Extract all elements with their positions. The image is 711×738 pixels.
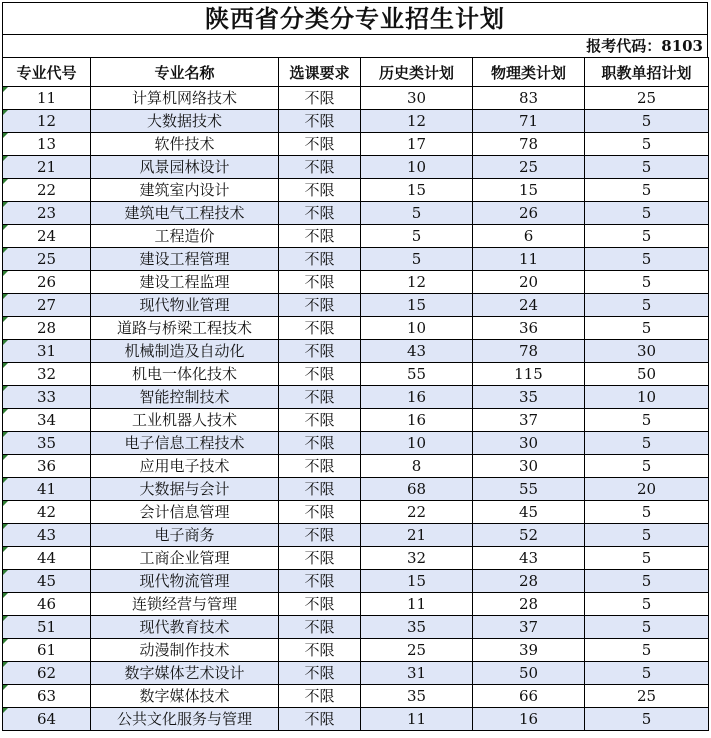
cell-physics-plan: 45: [473, 501, 585, 524]
table-row: [3, 317, 709, 340]
cell-vocational-plan: 5: [585, 317, 709, 340]
cell-name: 连锁经营与管理: [91, 593, 279, 616]
cell-history-plan: 11: [361, 708, 473, 731]
cell-name: 工业机器人技术: [91, 409, 279, 432]
cell-vocational-plan: 20: [585, 478, 709, 501]
cell-code: 44: [3, 547, 91, 570]
cell-vocational-plan: 50: [585, 363, 709, 386]
cell-code: 63: [3, 685, 91, 708]
cell-name: 建筑室内设计: [91, 179, 279, 202]
table-row: [3, 478, 709, 501]
cell-code: 61: [3, 639, 91, 662]
cell-name: 现代物业管理: [91, 294, 279, 317]
cell-name: 风景园林设计: [91, 156, 279, 179]
table-row: [3, 593, 709, 616]
cell-requirement: 不限: [279, 708, 361, 731]
cell-physics-plan: 24: [473, 294, 585, 317]
cell-requirement: 不限: [279, 455, 361, 478]
table-row: [3, 662, 709, 685]
table-row: [3, 202, 709, 225]
cell-physics-plan: 28: [473, 593, 585, 616]
cell-code: 27: [3, 294, 91, 317]
cell-physics-plan: 78: [473, 133, 585, 156]
cell-physics-plan: 55: [473, 478, 585, 501]
cell-code: 62: [3, 662, 91, 685]
cell-vocational-plan: 5: [585, 202, 709, 225]
cell-physics-plan: 83: [473, 87, 585, 110]
cell-history-plan: 11: [361, 593, 473, 616]
cell-name: 数字媒体艺术设计: [91, 662, 279, 685]
cell-physics-plan: 28: [473, 570, 585, 593]
cell-vocational-plan: 5: [585, 547, 709, 570]
cell-name: 工商企业管理: [91, 547, 279, 570]
cell-code: 33: [3, 386, 91, 409]
cell-requirement: 不限: [279, 432, 361, 455]
cell-name: 道路与桥梁工程技术: [91, 317, 279, 340]
cell-name: 电子商务: [91, 524, 279, 547]
cell-name: 智能控制技术: [91, 386, 279, 409]
cell-history-plan: 15: [361, 179, 473, 202]
cell-vocational-plan: 10: [585, 386, 709, 409]
cell-vocational-plan: 5: [585, 271, 709, 294]
cell-vocational-plan: 5: [585, 662, 709, 685]
table-row: [3, 547, 709, 570]
cell-code: 12: [3, 110, 91, 133]
plan-table: [2, 57, 709, 731]
table-row: [3, 179, 709, 202]
header-name: 专业名称: [91, 58, 279, 87]
cell-physics-plan: 43: [473, 547, 585, 570]
cell-name: 工程造价: [91, 225, 279, 248]
cell-code: 11: [3, 87, 91, 110]
cell-name: 电子信息工程技术: [91, 432, 279, 455]
table-row: [3, 156, 709, 179]
cell-history-plan: 8: [361, 455, 473, 478]
cell-vocational-plan: 5: [585, 409, 709, 432]
table-row: [3, 248, 709, 271]
cell-name: 动漫制作技术: [91, 639, 279, 662]
cell-requirement: 不限: [279, 317, 361, 340]
cell-code: 51: [3, 616, 91, 639]
cell-requirement: 不限: [279, 363, 361, 386]
table-row: [3, 455, 709, 478]
cell-physics-plan: 50: [473, 662, 585, 685]
cell-code: 31: [3, 340, 91, 363]
cell-requirement: 不限: [279, 110, 361, 133]
cell-requirement: 不限: [279, 570, 361, 593]
table-row: [3, 110, 709, 133]
cell-code: 36: [3, 455, 91, 478]
cell-requirement: 不限: [279, 87, 361, 110]
header-code: 专业代号: [3, 58, 91, 87]
cell-name: 应用电子技术: [91, 455, 279, 478]
cell-vocational-plan: 5: [585, 248, 709, 271]
cell-code: 42: [3, 501, 91, 524]
cell-history-plan: 15: [361, 570, 473, 593]
cell-vocational-plan: 5: [585, 708, 709, 731]
cell-code: 26: [3, 271, 91, 294]
cell-code: 22: [3, 179, 91, 202]
cell-history-plan: 16: [361, 409, 473, 432]
cell-code: 43: [3, 524, 91, 547]
cell-physics-plan: 37: [473, 409, 585, 432]
table-row: [3, 386, 709, 409]
cell-requirement: 不限: [279, 501, 361, 524]
enrollment-plan-sheet: [2, 2, 708, 731]
cell-name: 机械制造及自动化: [91, 340, 279, 363]
page-title: 陕西省分类分专业招生计划: [2, 2, 708, 34]
cell-history-plan: 25: [361, 639, 473, 662]
cell-requirement: 不限: [279, 547, 361, 570]
cell-history-plan: 17: [361, 133, 473, 156]
cell-history-plan: 35: [361, 685, 473, 708]
table-row: [3, 501, 709, 524]
cell-requirement: 不限: [279, 662, 361, 685]
cell-code: 28: [3, 317, 91, 340]
cell-vocational-plan: 5: [585, 110, 709, 133]
cell-code: 45: [3, 570, 91, 593]
cell-history-plan: 32: [361, 547, 473, 570]
cell-vocational-plan: 5: [585, 156, 709, 179]
cell-requirement: 不限: [279, 616, 361, 639]
cell-physics-plan: 11: [473, 248, 585, 271]
table-row: [3, 685, 709, 708]
cell-vocational-plan: 5: [585, 133, 709, 156]
cell-requirement: 不限: [279, 225, 361, 248]
report-code: 报考代码：8103: [2, 34, 708, 57]
cell-physics-plan: 66: [473, 685, 585, 708]
cell-vocational-plan: 5: [585, 616, 709, 639]
cell-code: 32: [3, 363, 91, 386]
cell-vocational-plan: 5: [585, 524, 709, 547]
cell-vocational-plan: 5: [585, 593, 709, 616]
cell-history-plan: 22: [361, 501, 473, 524]
table-row: [3, 708, 709, 731]
cell-name: 数字媒体技术: [91, 685, 279, 708]
cell-history-plan: 12: [361, 271, 473, 294]
table-row: [3, 363, 709, 386]
table-row: [3, 639, 709, 662]
cell-physics-plan: 16: [473, 708, 585, 731]
cell-name: 计算机网络技术: [91, 87, 279, 110]
cell-history-plan: 5: [361, 202, 473, 225]
table-row: [3, 271, 709, 294]
cell-physics-plan: 35: [473, 386, 585, 409]
table-row: [3, 225, 709, 248]
cell-requirement: 不限: [279, 409, 361, 432]
cell-physics-plan: 71: [473, 110, 585, 133]
table-row: [3, 409, 709, 432]
cell-history-plan: 12: [361, 110, 473, 133]
cell-requirement: 不限: [279, 271, 361, 294]
cell-vocational-plan: 5: [585, 501, 709, 524]
table-row: [3, 294, 709, 317]
cell-history-plan: 5: [361, 225, 473, 248]
cell-code: 64: [3, 708, 91, 731]
header-vocational-plan: 职教单招计划: [585, 58, 709, 87]
cell-history-plan: 5: [361, 248, 473, 271]
cell-history-plan: 10: [361, 156, 473, 179]
cell-requirement: 不限: [279, 294, 361, 317]
cell-history-plan: 15: [361, 294, 473, 317]
cell-requirement: 不限: [279, 156, 361, 179]
cell-physics-plan: 52: [473, 524, 585, 547]
cell-requirement: 不限: [279, 639, 361, 662]
cell-name: 大数据技术: [91, 110, 279, 133]
cell-physics-plan: 20: [473, 271, 585, 294]
cell-name: 建筑电气工程技术: [91, 202, 279, 225]
cell-physics-plan: 39: [473, 639, 585, 662]
cell-requirement: 不限: [279, 202, 361, 225]
cell-requirement: 不限: [279, 478, 361, 501]
header-history-plan: 历史类计划: [361, 58, 473, 87]
cell-code: 23: [3, 202, 91, 225]
cell-vocational-plan: 5: [585, 570, 709, 593]
cell-requirement: 不限: [279, 340, 361, 363]
table-row: [3, 570, 709, 593]
table-row: [3, 616, 709, 639]
cell-code: 24: [3, 225, 91, 248]
cell-name: 会计信息管理: [91, 501, 279, 524]
cell-physics-plan: 78: [473, 340, 585, 363]
table-row: [3, 133, 709, 156]
cell-physics-plan: 36: [473, 317, 585, 340]
table-row: [3, 524, 709, 547]
cell-vocational-plan: 5: [585, 294, 709, 317]
cell-physics-plan: 26: [473, 202, 585, 225]
table-header-row: [3, 58, 709, 87]
cell-physics-plan: 115: [473, 363, 585, 386]
table-row: [3, 87, 709, 110]
cell-name: 软件技术: [91, 133, 279, 156]
cell-requirement: 不限: [279, 524, 361, 547]
cell-physics-plan: 15: [473, 179, 585, 202]
cell-requirement: 不限: [279, 133, 361, 156]
cell-name: 大数据与会计: [91, 478, 279, 501]
cell-history-plan: 16: [361, 386, 473, 409]
header-physics-plan: 物理类计划: [473, 58, 585, 87]
cell-vocational-plan: 30: [585, 340, 709, 363]
cell-code: 34: [3, 409, 91, 432]
cell-history-plan: 43: [361, 340, 473, 363]
cell-code: 46: [3, 593, 91, 616]
cell-physics-plan: 37: [473, 616, 585, 639]
cell-vocational-plan: 5: [585, 639, 709, 662]
cell-physics-plan: 25: [473, 156, 585, 179]
cell-vocational-plan: 5: [585, 179, 709, 202]
cell-code: 35: [3, 432, 91, 455]
cell-name: 建设工程管理: [91, 248, 279, 271]
cell-history-plan: 31: [361, 662, 473, 685]
cell-history-plan: 10: [361, 317, 473, 340]
cell-history-plan: 55: [361, 363, 473, 386]
cell-code: 13: [3, 133, 91, 156]
cell-vocational-plan: 5: [585, 455, 709, 478]
cell-name: 现代物流管理: [91, 570, 279, 593]
cell-physics-plan: 30: [473, 455, 585, 478]
cell-history-plan: 30: [361, 87, 473, 110]
cell-requirement: 不限: [279, 179, 361, 202]
cell-name: 机电一体化技术: [91, 363, 279, 386]
table-row: [3, 432, 709, 455]
cell-history-plan: 68: [361, 478, 473, 501]
cell-vocational-plan: 5: [585, 432, 709, 455]
cell-requirement: 不限: [279, 248, 361, 271]
cell-code: 41: [3, 478, 91, 501]
cell-physics-plan: 30: [473, 432, 585, 455]
cell-requirement: 不限: [279, 685, 361, 708]
cell-requirement: 不限: [279, 386, 361, 409]
cell-vocational-plan: 5: [585, 225, 709, 248]
cell-name: 建设工程监理: [91, 271, 279, 294]
table-body: [3, 87, 709, 731]
cell-vocational-plan: 25: [585, 685, 709, 708]
header-requirement: 选课要求: [279, 58, 361, 87]
cell-code: 25: [3, 248, 91, 271]
cell-history-plan: 35: [361, 616, 473, 639]
cell-code: 21: [3, 156, 91, 179]
cell-history-plan: 21: [361, 524, 473, 547]
table-row: [3, 340, 709, 363]
cell-name: 现代教育技术: [91, 616, 279, 639]
cell-physics-plan: 6: [473, 225, 585, 248]
cell-name: 公共文化服务与管理: [91, 708, 279, 731]
cell-requirement: 不限: [279, 593, 361, 616]
cell-history-plan: 10: [361, 432, 473, 455]
cell-vocational-plan: 25: [585, 87, 709, 110]
